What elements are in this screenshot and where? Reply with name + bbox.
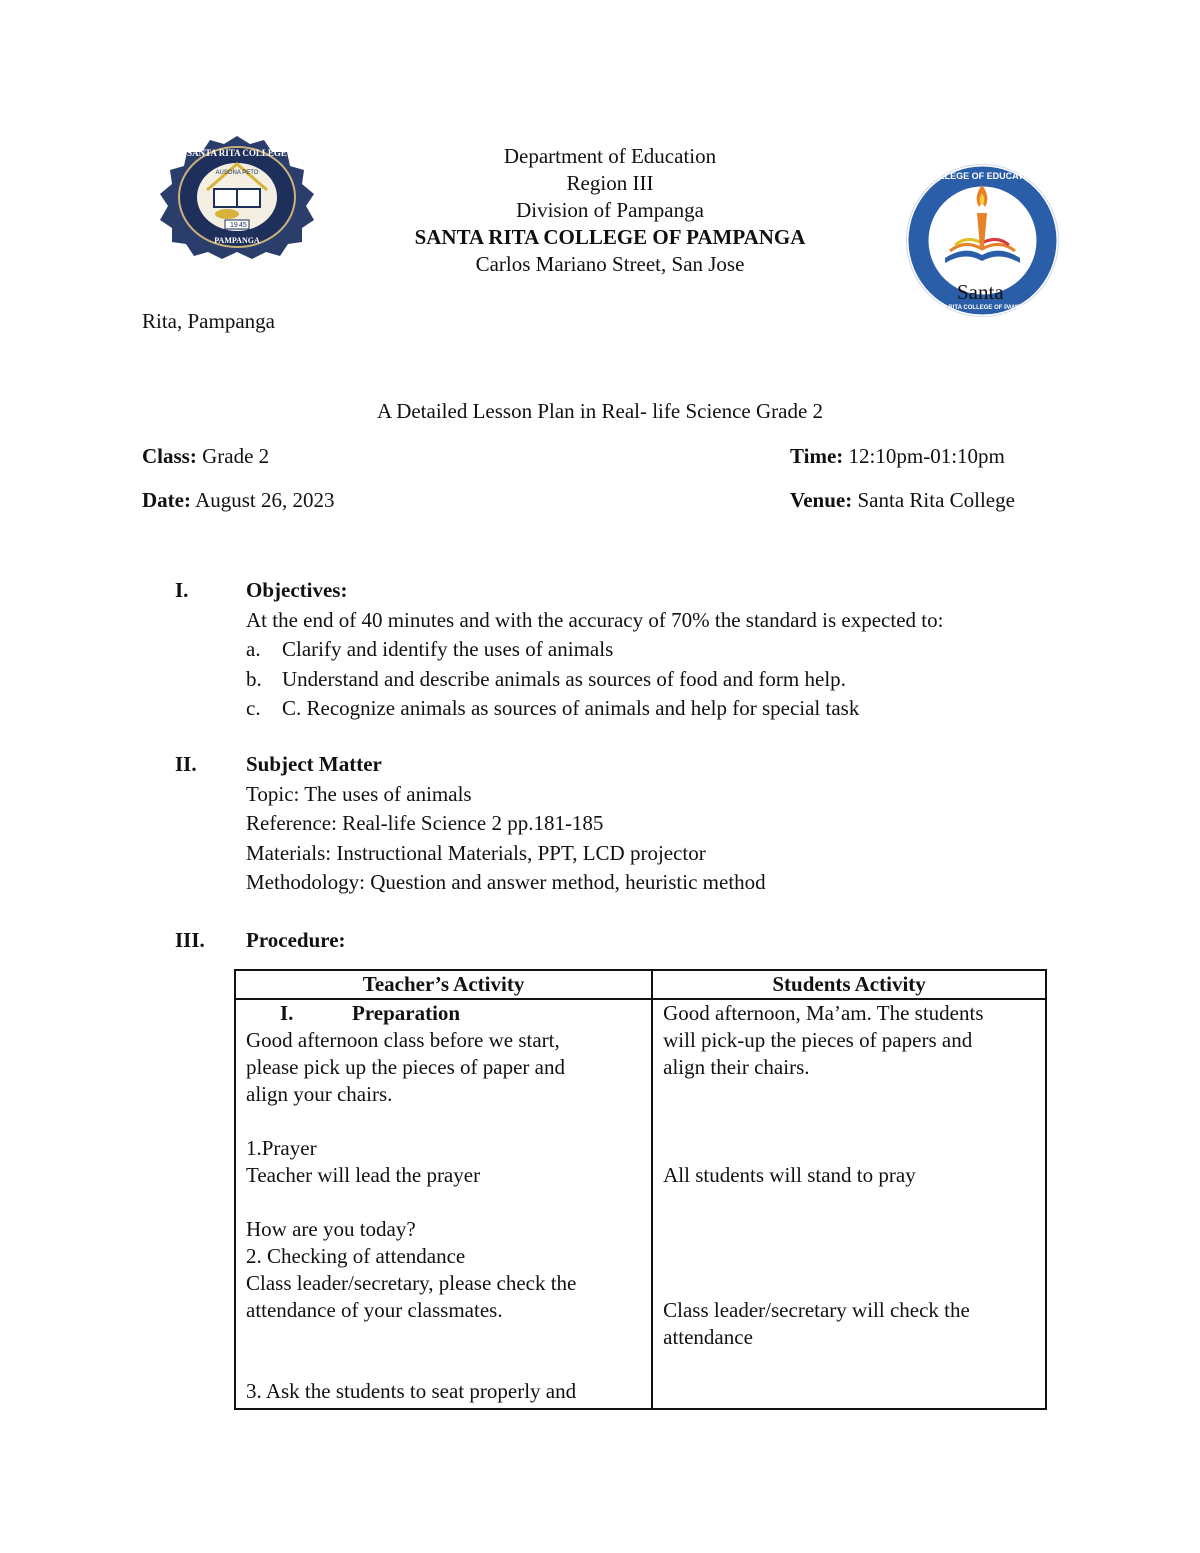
header-region: Region III: [566, 171, 654, 195]
subject-materials: Materials: Instructional Materials, PPT, LCD projector: [246, 840, 706, 865]
student-activity-line: attendance: [663, 1325, 753, 1349]
teacher-activity-line: please pick up the pieces of paper and: [246, 1055, 565, 1079]
objectives-number: I.: [175, 578, 189, 602]
objectives-heading: Objectives:: [246, 578, 348, 602]
teacher-activity-line: Good afternoon class before we start,: [246, 1028, 560, 1052]
teacher-activity-line: How are you today?: [246, 1217, 416, 1241]
venue-value: Santa Rita College: [852, 488, 1015, 512]
teacher-subheading: [246, 1000, 641, 1027]
logo-right-text-bottom: SANTA RITA COLLEGE OF PAMPANGA: [926, 305, 1039, 311]
teacher-activity-line: [246, 1189, 641, 1216]
teacher-lines: [246, 1027, 641, 1405]
logo-left-year-left: 19: [230, 222, 238, 229]
subject-methodology: Methodology: Question and answer method, heuristic method: [246, 870, 766, 894]
subject-reference: Reference: Real-life Science 2 pp.181-185: [246, 811, 604, 835]
teacher-activity-line: [246, 1351, 641, 1378]
header-address: Carlos Mariano Street, San Jose: [475, 252, 745, 276]
date-info: [142, 487, 335, 514]
objective-item: [246, 694, 943, 724]
objective-text: Understand and describe animals as sources of food and form help.: [282, 666, 846, 691]
teacher-subheading-num: I.: [280, 1001, 294, 1025]
objective-item: [246, 665, 943, 695]
student-activity-line: [663, 1135, 1035, 1162]
logo-left-text-bottom: PAMPANGA: [214, 236, 260, 245]
date-label: Date:: [142, 488, 191, 512]
header-address-wrap-right: Santa: [957, 280, 1004, 304]
student-lines: [663, 1000, 1035, 1351]
student-activity-line: [663, 1081, 1035, 1108]
date-value: August 26, 2023: [190, 488, 335, 512]
time-info: [790, 443, 1005, 470]
logo-left-year-right: 45: [239, 222, 247, 229]
student-activity-line: align their chairs.: [663, 1055, 810, 1079]
class-value: Grade 2: [196, 444, 270, 468]
teacher-activity-line: Teacher will lead the prayer: [246, 1163, 481, 1187]
student-activity-line: [663, 1216, 1035, 1243]
time-label: Time:: [790, 444, 844, 468]
students-activity-header: Students Activity: [652, 970, 1046, 999]
objective-text: C. Recognize animals as sources of animals and help for special task: [282, 696, 860, 720]
student-activity-line: [663, 1270, 1035, 1297]
objective-mark: c.: [246, 696, 261, 720]
objectives-section: [246, 576, 943, 724]
subject-matter-section: [246, 750, 766, 898]
header-school-name: SANTA RITA COLLEGE OF PAMPANGA: [414, 225, 806, 249]
santa-rita-college-seal-icon: [152, 134, 322, 259]
student-activity-line: Class leader/secretary will check the: [663, 1298, 970, 1322]
logo-left-motto: AUSONA PETO: [215, 170, 259, 176]
student-activity-line: Good afternoon, Ma’am. The students: [663, 1001, 984, 1025]
teacher-activity-cell: [235, 999, 652, 1409]
objective-text: Clarify and identify the uses of animals: [282, 637, 614, 661]
header-department: Department of Education: [503, 144, 717, 168]
teacher-activity-line: 2. Checking of attendance: [246, 1244, 466, 1268]
teacher-activity-header: Teacher’s Activity: [235, 970, 652, 999]
teacher-activity-line: [246, 1324, 641, 1351]
objective-mark: b.: [246, 666, 262, 691]
subject-matter-number: II.: [175, 752, 197, 776]
logo-left-text-top: SANTA RITA COLLEGE: [187, 148, 287, 158]
teacher-activity-line: 3. Ask the students to seat properly and: [246, 1379, 577, 1403]
class-info: [142, 443, 269, 470]
venue-label: Venue:: [790, 488, 853, 512]
header-address-wrap-left: Rita, Pampanga: [142, 309, 275, 333]
class-label: Class:: [142, 444, 197, 468]
subject-matter-heading: Subject Matter: [246, 752, 382, 776]
student-activity-line: [663, 1189, 1035, 1216]
student-activity-line: [663, 1108, 1035, 1135]
procedure-number: III.: [175, 928, 205, 952]
subject-topic: Topic: The uses of animals: [246, 781, 472, 806]
procedure-table-row: [235, 999, 1046, 1409]
teacher-activity-line: [246, 1108, 641, 1135]
objective-mark: a.: [246, 637, 261, 661]
student-activity-line: All students will stand to pray: [663, 1163, 916, 1187]
header-division: Division of Pampanga: [516, 198, 704, 222]
objective-item: [246, 635, 943, 665]
time-value: 12:10pm-01:10pm: [843, 444, 1005, 468]
page-title: A Detailed Lesson Plan in Real- life Science Grade 2: [376, 399, 824, 423]
logo-right-text-top: COLLEGE OF EDUCATION: [925, 171, 1040, 181]
teacher-activity-line: 1.Prayer: [246, 1136, 317, 1160]
student-activity-line: will pick-up the pieces of papers and: [663, 1028, 973, 1052]
procedure-table-header-row: [235, 970, 1046, 999]
teacher-activity-line: attendance of your classmates.: [246, 1298, 503, 1322]
teacher-subheading-text: Preparation: [352, 1001, 461, 1025]
objectives-intro: At the end of 40 minutes and with the accuracy of 70% the standard is expected to:: [246, 607, 944, 632]
procedure-heading: Procedure:: [246, 928, 346, 952]
venue-info: [790, 487, 1015, 514]
student-activity-line: [663, 1243, 1035, 1270]
teacher-activity-line: Class leader/secretary, please check the: [246, 1271, 577, 1295]
teacher-activity-line: align your chairs.: [246, 1082, 393, 1106]
procedure-table: [234, 969, 1047, 1410]
students-activity-cell: [652, 999, 1046, 1409]
